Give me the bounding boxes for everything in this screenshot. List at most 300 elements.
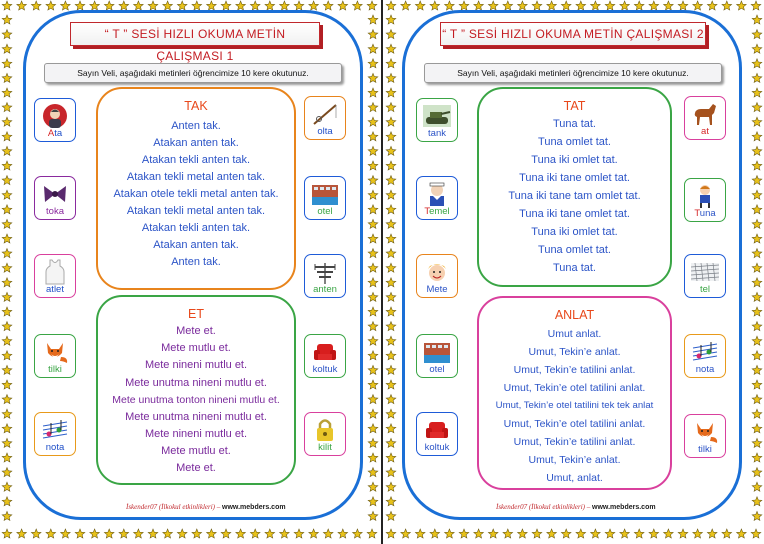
- card-label: olta: [317, 126, 333, 137]
- star-icon: [752, 365, 762, 374]
- star-icon: [386, 205, 396, 214]
- star-icon: [368, 409, 378, 418]
- boy-face-icon: [423, 258, 451, 285]
- right-box1-line: Tuna omlet tat.: [538, 244, 611, 256]
- star-icon: [368, 176, 378, 185]
- star-icon: [634, 1, 644, 10]
- card-label: toka: [46, 206, 64, 217]
- star-icon: [280, 529, 290, 538]
- star-icon: [752, 307, 762, 316]
- star-icon: [368, 482, 378, 491]
- right-box2-line: Umut, Tekin’e anlat.: [528, 346, 621, 358]
- star-icon: [368, 278, 378, 287]
- star-icon: [368, 205, 378, 214]
- card-label: atlet: [46, 284, 64, 295]
- star-icon: [2, 190, 12, 199]
- star-icon: [386, 117, 396, 126]
- left-box2-line: Mete mutlu et.: [161, 445, 231, 457]
- picture-card-at: [684, 96, 726, 140]
- right-reading-box-anlat: [477, 296, 672, 490]
- right-box1-line: Tuna iki tane tam omlet tat.: [508, 190, 641, 202]
- fishing-rod-icon: [311, 100, 339, 127]
- star-icon: [386, 395, 396, 404]
- star-icon: [386, 409, 396, 418]
- star-icon: [386, 365, 396, 374]
- star-icon: [752, 322, 762, 331]
- left-box2-line: Mete nineni mutlu et.: [144, 359, 248, 371]
- star-icon: [90, 529, 100, 538]
- star-icon: [401, 529, 411, 538]
- star-icon: [474, 529, 484, 538]
- right-box2-heading: ANLAT: [554, 308, 595, 322]
- star-icon: [2, 176, 12, 185]
- star-icon: [752, 88, 762, 97]
- star-icon: [368, 249, 378, 258]
- star-icon: [250, 529, 260, 538]
- star-icon: [250, 1, 260, 10]
- star-icon: [119, 529, 129, 538]
- left-box1-line: Atakan tekli anten tak.: [141, 222, 251, 234]
- star-icon: [386, 278, 396, 287]
- star-icon: [2, 30, 12, 39]
- card-label: otel: [429, 364, 445, 375]
- portrait-icon: [41, 102, 69, 129]
- star-icon: [368, 15, 378, 24]
- star-icon: [368, 380, 378, 389]
- star-icon: [620, 529, 630, 538]
- star-icon: [752, 278, 762, 287]
- right-title: “ T ” SESİ HIZLI OKUMA METİN ÇALIŞMASI 2: [440, 22, 706, 46]
- star-icon: [46, 1, 56, 10]
- star-icon: [386, 73, 396, 82]
- star-icon: [368, 336, 378, 345]
- left-box1-heading: TAK: [184, 99, 208, 113]
- star-icon: [368, 395, 378, 404]
- star-icon: [294, 529, 304, 538]
- star-icon: [561, 1, 571, 10]
- picture-card-olta: [304, 96, 346, 140]
- star-icon: [752, 44, 762, 53]
- fox-icon: [691, 418, 719, 445]
- left-box2-line: Mete unutma nineni mutlu et.: [125, 411, 267, 423]
- left-box2-line: Mete unutma nineni mutlu et.: [125, 377, 267, 389]
- left-parent-note: Sayın Veli, aşağıdaki metinleri öğrencimize 10 kere okutunuz.: [44, 63, 342, 83]
- star-icon: [309, 529, 319, 538]
- star-icon: [368, 103, 378, 112]
- star-icon: [620, 1, 630, 10]
- star-icon: [2, 1, 12, 10]
- star-icon: [752, 482, 762, 491]
- star-icon: [368, 44, 378, 53]
- star-icon: [752, 409, 762, 418]
- star-icon: [605, 1, 615, 10]
- star-icon: [2, 336, 12, 345]
- card-label: nota: [695, 364, 715, 375]
- star-icon: [532, 529, 542, 538]
- left-box2-line: Mete nineni mutlu et.: [144, 428, 248, 440]
- star-icon: [368, 161, 378, 170]
- star-icon: [386, 132, 396, 141]
- star-icon: [2, 132, 12, 141]
- padlock-icon: [311, 416, 339, 443]
- star-icon: [678, 529, 688, 538]
- tank-top-icon: [41, 258, 69, 285]
- star-icon: [2, 409, 12, 418]
- star-icon: [368, 453, 378, 462]
- star-icon: [2, 292, 12, 301]
- star-icon: [488, 529, 498, 538]
- star-icon: [368, 234, 378, 243]
- star-icon: [386, 176, 396, 185]
- card-label: tilki: [48, 364, 62, 375]
- star-icon: [221, 1, 231, 10]
- star-icon: [561, 529, 571, 538]
- star-icon: [751, 529, 761, 538]
- star-icon: [386, 380, 396, 389]
- star-icon: [280, 1, 290, 10]
- star-icon: [518, 1, 528, 10]
- star-icon: [386, 59, 396, 68]
- armchair-icon: [423, 416, 451, 443]
- picture-card-tuna: [684, 178, 726, 222]
- wire-mesh-icon: [691, 258, 719, 285]
- star-icon: [386, 1, 396, 10]
- star-icon: [664, 1, 674, 10]
- left-box2-line: Mete et.: [176, 462, 216, 474]
- star-icon: [386, 249, 396, 258]
- card-label: tel: [699, 284, 711, 295]
- star-icon: [2, 44, 12, 53]
- star-icon: [386, 146, 396, 155]
- music-notes-icon: [691, 338, 719, 365]
- star-icon: [752, 219, 762, 228]
- star-icon: [678, 1, 688, 10]
- star-icon: [430, 1, 440, 10]
- star-icon: [2, 146, 12, 155]
- star-icon: [236, 1, 246, 10]
- picture-card-koltuk: [416, 412, 458, 456]
- card-label: otel: [317, 206, 333, 217]
- star-icon: [2, 497, 12, 506]
- star-icon: [338, 1, 348, 10]
- star-icon: [752, 380, 762, 389]
- star-icon: [163, 529, 173, 538]
- star-icon: [177, 529, 187, 538]
- card-label: Mete: [426, 284, 448, 295]
- star-icon: [386, 15, 396, 24]
- star-icon: [664, 529, 674, 538]
- star-icon: [353, 1, 363, 10]
- star-icon: [386, 438, 396, 447]
- star-icon: [368, 190, 378, 199]
- star-icon: [368, 59, 378, 68]
- star-icon: [90, 1, 100, 10]
- star-icon: [547, 1, 557, 10]
- girl-icon: [691, 182, 719, 209]
- star-icon: [722, 529, 732, 538]
- star-icon: [445, 529, 455, 538]
- star-icon: [148, 1, 158, 10]
- star-icon: [2, 511, 12, 520]
- star-icon: [634, 529, 644, 538]
- star-icon: [752, 336, 762, 345]
- left-box1-line: Atakan anten tak.: [153, 137, 239, 149]
- picture-card-atlet: [34, 254, 76, 298]
- star-icon: [751, 1, 761, 10]
- star-icon: [2, 380, 12, 389]
- armchair-icon: [311, 338, 339, 365]
- star-icon: [2, 15, 12, 24]
- picture-card-kilit: [304, 412, 346, 456]
- star-icon: [707, 529, 717, 538]
- star-icon: [134, 1, 144, 10]
- star-icon: [752, 395, 762, 404]
- star-icon: [368, 88, 378, 97]
- card-label: tilki: [698, 444, 712, 455]
- right-box2-line: Umut, Tekin’e anlat.: [528, 454, 621, 466]
- right-footer: İskender07 (İlkokul etkinlikleri) – www.mebders.com: [496, 503, 656, 511]
- star-icon: [2, 249, 12, 258]
- star-icon: [2, 234, 12, 243]
- star-icon: [386, 219, 396, 228]
- star-icon: [576, 529, 586, 538]
- star-icon: [368, 292, 378, 301]
- star-icon: [368, 30, 378, 39]
- star-icon: [207, 1, 217, 10]
- star-icon: [693, 529, 703, 538]
- star-icon: [2, 88, 12, 97]
- star-icon: [221, 529, 231, 538]
- star-icon: [367, 1, 377, 10]
- left-box1-line: Atakan tekli anten tak.: [141, 154, 251, 166]
- star-icon: [17, 529, 27, 538]
- tank-icon: [423, 102, 451, 129]
- star-icon: [752, 176, 762, 185]
- left-box2-line: Mete et.: [176, 325, 216, 337]
- star-icon: [2, 263, 12, 272]
- card-label: anten: [313, 284, 337, 295]
- star-icon: [2, 453, 12, 462]
- left-box1-line: Atakan anten tak.: [153, 239, 239, 251]
- star-icon: [386, 88, 396, 97]
- picture-card-toka: [34, 176, 76, 220]
- star-icon: [415, 1, 425, 10]
- star-icon: [459, 529, 469, 538]
- star-icon: [368, 117, 378, 126]
- star-icon: [265, 1, 275, 10]
- picture-card-tank: [416, 98, 458, 142]
- star-icon: [752, 190, 762, 199]
- star-icon: [752, 249, 762, 258]
- picture-card-tilki: [34, 334, 76, 378]
- star-icon: [353, 529, 363, 538]
- star-icon: [119, 1, 129, 10]
- left-box1-line: Atakan tekli metal anten tak.: [126, 205, 266, 217]
- star-icon: [368, 219, 378, 228]
- star-icon: [192, 529, 202, 538]
- star-icon: [386, 234, 396, 243]
- star-icon: [752, 59, 762, 68]
- star-icon: [368, 263, 378, 272]
- star-icon: [148, 529, 158, 538]
- picture-card-koltuk: [304, 334, 346, 378]
- star-icon: [2, 59, 12, 68]
- star-icon: [338, 529, 348, 538]
- star-icon: [459, 1, 469, 10]
- music-notes-icon: [41, 416, 69, 443]
- star-icon: [368, 351, 378, 360]
- star-icon: [503, 1, 513, 10]
- star-icon: [192, 1, 202, 10]
- star-icon: [31, 1, 41, 10]
- star-icon: [386, 190, 396, 199]
- star-icon: [368, 73, 378, 82]
- star-icon: [2, 161, 12, 170]
- star-icon: [134, 529, 144, 538]
- star-icon: [591, 529, 601, 538]
- star-icon: [386, 292, 396, 301]
- star-icon: [386, 336, 396, 345]
- picture-card-anten: [304, 254, 346, 298]
- star-icon: [2, 278, 12, 287]
- star-icon: [2, 205, 12, 214]
- star-icon: [368, 365, 378, 374]
- star-icon: [2, 468, 12, 477]
- right-parent-note: Sayın Veli, aşağıdaki metinleri öğrencimize 10 kere okutunuz.: [424, 63, 722, 83]
- left-box1-line: Atakan tekli metal anten tak.: [126, 171, 266, 183]
- star-icon: [17, 1, 27, 10]
- right-box2-line: Umut, anlat.: [546, 472, 603, 484]
- picture-card-temel: [416, 176, 458, 220]
- star-icon: [386, 529, 396, 538]
- star-icon: [707, 1, 717, 10]
- star-icon: [2, 482, 12, 491]
- star-icon: [752, 205, 762, 214]
- picture-card-mete: [416, 254, 458, 298]
- star-icon: [415, 529, 425, 538]
- star-icon: [752, 146, 762, 155]
- star-icon: [75, 529, 85, 538]
- star-icon: [693, 1, 703, 10]
- star-icon: [386, 468, 396, 477]
- star-icon: [752, 234, 762, 243]
- star-icon: [752, 117, 762, 126]
- picture-card-tilki: [684, 414, 726, 458]
- left-box2-line: Mete mutlu et.: [161, 342, 231, 354]
- right-reading-box-tat: [477, 87, 672, 287]
- star-icon: [265, 529, 275, 538]
- page-divider: [381, 0, 383, 544]
- star-icon: [386, 30, 396, 39]
- star-icon: [591, 1, 601, 10]
- star-icon: [2, 73, 12, 82]
- star-icon: [2, 322, 12, 331]
- star-icon: [2, 351, 12, 360]
- star-icon: [752, 453, 762, 462]
- star-icon: [309, 1, 319, 10]
- star-icon: [2, 395, 12, 404]
- star-icon: [576, 1, 586, 10]
- star-icon: [367, 529, 377, 538]
- star-icon: [386, 497, 396, 506]
- star-icon: [2, 103, 12, 112]
- star-icon: [547, 529, 557, 538]
- star-icon: [722, 1, 732, 10]
- antenna-icon: [311, 258, 339, 285]
- star-icon: [752, 351, 762, 360]
- bow-icon: [41, 180, 69, 207]
- star-icon: [752, 30, 762, 39]
- star-icon: [386, 453, 396, 462]
- star-icon: [323, 529, 333, 538]
- card-label: nota: [45, 442, 65, 453]
- star-icon: [294, 1, 304, 10]
- picture-card-ata: [34, 98, 76, 142]
- star-icon: [503, 529, 513, 538]
- star-icon: [368, 322, 378, 331]
- star-icon: [752, 292, 762, 301]
- left-footer: İskender07 (İlkokul etkinlikleri) – www.mebders.com: [126, 503, 286, 511]
- star-icon: [368, 468, 378, 477]
- card-label: Ata: [47, 128, 63, 139]
- picture-card-nota: [684, 334, 726, 378]
- right-box1-line: Tuna tat.: [552, 118, 596, 130]
- star-icon: [2, 307, 12, 316]
- star-icon: [532, 1, 542, 10]
- star-icon: [2, 529, 12, 538]
- star-icon: [386, 511, 396, 520]
- picture-card-tel: [684, 254, 726, 298]
- star-icon: [737, 529, 747, 538]
- star-icon: [752, 161, 762, 170]
- left-box2-heading: ET: [188, 307, 204, 321]
- star-icon: [163, 1, 173, 10]
- star-icon: [368, 438, 378, 447]
- star-icon: [323, 1, 333, 10]
- picture-card-otel: [304, 176, 346, 220]
- right-box2-line: Umut, Tekin’e otel tatilini tek tek anlat: [495, 400, 654, 411]
- right-box2-line: Umut, Tekin’e tatilini anlat.: [513, 364, 636, 376]
- right-box1-line: Tuna iki tane omlet tat.: [519, 208, 630, 220]
- card-label: tank: [428, 128, 446, 139]
- star-icon: [61, 1, 71, 10]
- star-icon: [752, 132, 762, 141]
- star-icon: [368, 132, 378, 141]
- star-icon: [368, 511, 378, 520]
- left-title: “ T ” SESİ HIZLI OKUMA METİN ÇALIŞMASI 1: [70, 22, 320, 46]
- star-icon: [488, 1, 498, 10]
- star-icon: [386, 482, 396, 491]
- star-icon: [236, 529, 246, 538]
- star-icon: [207, 529, 217, 538]
- star-icon: [104, 1, 114, 10]
- left-reading-box-tak: [96, 87, 296, 290]
- star-icon: [649, 529, 659, 538]
- star-icon: [752, 15, 762, 24]
- star-icon: [104, 529, 114, 538]
- star-icon: [752, 497, 762, 506]
- picture-card-otel: [416, 334, 458, 378]
- star-icon: [445, 1, 455, 10]
- star-icon: [386, 103, 396, 112]
- right-box1-line: Tuna omlet tat.: [538, 136, 611, 148]
- star-icon: [46, 529, 56, 538]
- left-box2-line: Mete unutma tonton nineni mutlu et.: [112, 394, 280, 406]
- right-box2-line: Umut, Tekin’e otel tatilini anlat.: [503, 382, 646, 394]
- right-box2-line: Umut, Tekin’e otel tatilini anlat.: [503, 418, 646, 430]
- star-icon: [31, 529, 41, 538]
- star-icon: [386, 307, 396, 316]
